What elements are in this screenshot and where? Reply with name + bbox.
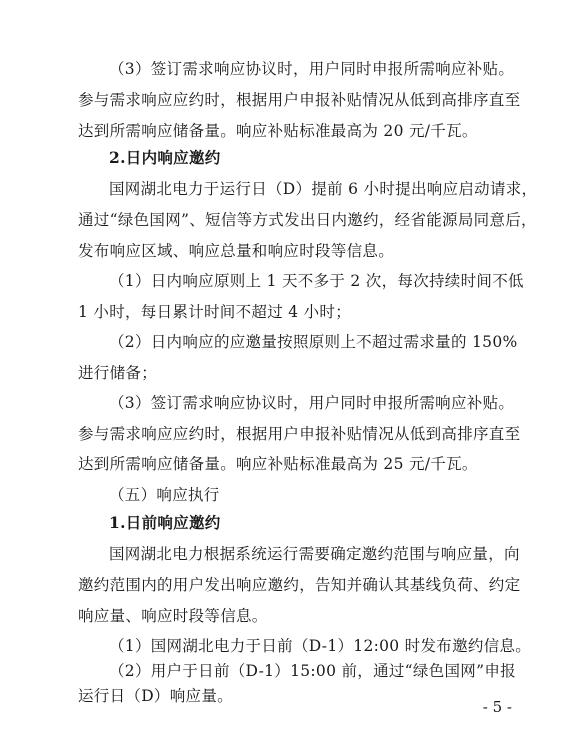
paragraph-line: 通过“绿色国网”、短信等方式发出日内邀约，经省能源局同意后， xyxy=(78,211,537,229)
paragraph-line: 进行储备； xyxy=(78,364,158,382)
paragraph-line: 运行日（D）响应量。 xyxy=(78,687,233,705)
paragraph-line: 达到所需响应储备量。响应补贴标准最高为 25 元/千瓦。 xyxy=(78,455,478,473)
page-number: - 5 - xyxy=(482,698,512,716)
paragraph-line: 国网湖北电力于运行日（D）提前 6 小时提出响应启动请求， xyxy=(109,180,538,198)
paragraph-line: 邀约范围内的用户发出响应邀约，告知并确认其基线负荷、约定 xyxy=(78,576,521,594)
subsection-heading: （五）响应执行 xyxy=(109,486,220,504)
paragraph-line: （3）签订需求响应协议时，用户同时申报所需响应补贴。 xyxy=(109,394,515,412)
paragraph-line: 发布响应区域、响应总量和响应时段等信息。 xyxy=(78,242,395,260)
paragraph-line: 1 小时，每日累计时间不超过 4 小时； xyxy=(78,303,352,321)
paragraph-line: （2）用户于日前（D-1）15:00 前，通过“绿色国网”申报 xyxy=(109,662,516,680)
paragraph-line: 参与需求响应应约时，根据用户申报补贴情况从低到高排序直至 xyxy=(78,425,521,443)
paragraph-line: 达到所需响应储备量。响应补贴标准最高为 20 元/千瓦。 xyxy=(78,122,478,140)
paragraph-line: 国网湖北电力根据系统运行需要确定邀约范围与响应量，向 xyxy=(109,545,520,563)
paragraph-line: 参与需求响应应约时，根据用户申报补贴情况从低到高排序直至 xyxy=(78,91,521,109)
section-heading: 1.日前响应邀约 xyxy=(109,513,221,532)
paragraph-line: （3）签订需求响应协议时，用户同时申报所需响应补贴。 xyxy=(109,60,515,78)
paragraph-line: 响应量、响应时段等信息。 xyxy=(78,607,268,625)
paragraph-line: （1）日内响应原则上 1 天不多于 2 次，每次持续时间不低 xyxy=(109,272,524,290)
section-heading: 2.日内响应邀约 xyxy=(109,148,221,167)
paragraph-line: （2）日内响应的应邀量按照原则上不超过需求量的 150% xyxy=(109,333,518,351)
paragraph-line: （1）国网湖北电力于日前（D-1）12:00 时发布邀约信息。 xyxy=(109,637,532,655)
